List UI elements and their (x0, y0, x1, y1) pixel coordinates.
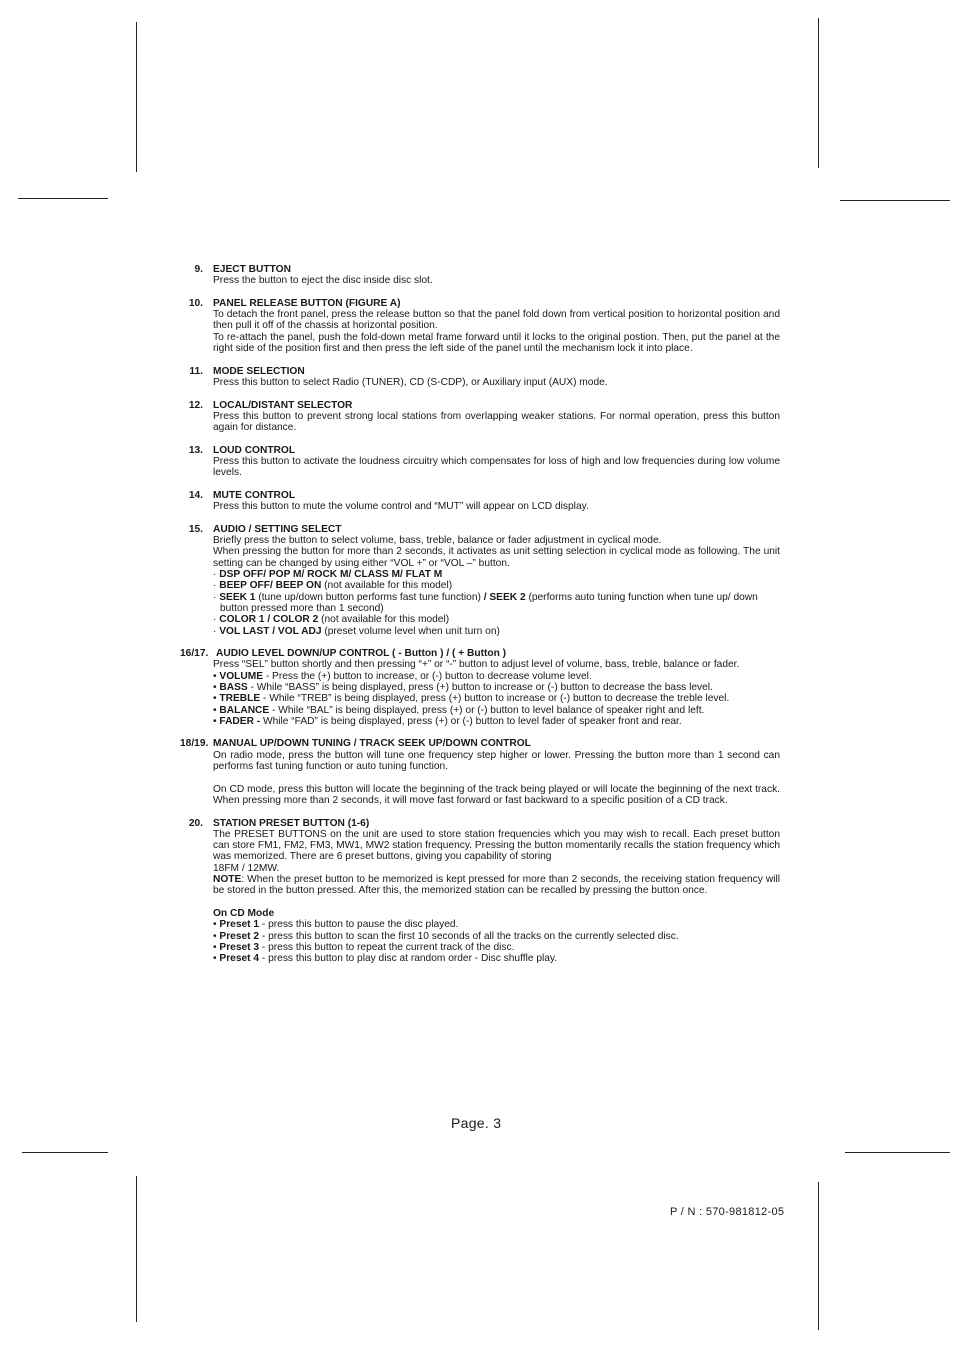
item-number: 20. (188, 817, 203, 829)
bullet-line: • BASS - While “BASS” is being displayed, press (+) button to increase or (-) button to decrease the bass level. (213, 681, 713, 693)
item-eject (180, 264, 780, 287)
bullet-line: • BALANCE - While “BAL” is being displayed, press (+) or (-) button to level balance of speaker right and left. (213, 704, 705, 716)
part-number: P / N : 570-981812-05 (670, 1206, 785, 1218)
item-number: 9. (194, 264, 203, 275)
crop-mark (18, 198, 108, 199)
item-number: 16/17. (180, 648, 209, 660)
item-mute-control (180, 490, 780, 513)
bullet-line: • FADER - While “FAD” is being displayed, press (+) or (-) button to level fader of speaker front and rear. (213, 715, 682, 727)
item-audio-level (180, 648, 780, 727)
crop-mark (136, 22, 137, 172)
item-title: MUTE CONTROL (213, 489, 296, 501)
item-panel-release (180, 298, 780, 354)
item-title: LOCAL/DISTANT SELECTOR (213, 399, 353, 411)
setting-option: · BEEP OFF/ BEEP ON (not available for this model) (213, 580, 453, 592)
item-title: AUDIO LEVEL DOWN/UP CONTROL ( - Button ) / ( + Button ) (216, 648, 507, 660)
item-text: On radio mode, press the button will tune one frequency step higher or lower. Pressing the button more than 1 second can performs fast tuning function or auto tuning function. (213, 749, 780, 773)
item-mode-selection (180, 366, 780, 389)
cd-mode-heading: On CD Mode (213, 907, 275, 919)
page-number: Page. 3 (451, 1115, 502, 1131)
item-title: MODE SELECTION (213, 365, 305, 377)
item-station-preset (180, 818, 780, 965)
item-number: 12. (188, 399, 203, 411)
item-audio-setting (180, 524, 780, 637)
item-title: LOUD CONTROL (213, 444, 296, 456)
setting-option: · DSP OFF/ POP M/ ROCK M/ CLASS M/ FLAT M (213, 569, 443, 581)
item-text: 18FM / 12MW. (213, 862, 280, 874)
item-title: MANUAL UP/DOWN TUNING / TRACK SEEK UP/DOWN CONTROL (213, 738, 531, 750)
item-loud-control (180, 445, 780, 479)
item-text: To detach the front panel, press the release button so that the panel fold down from vertical position to horizontal position and then pull it off of the chassis at horizontal position. (213, 309, 780, 332)
item-number: 14. (188, 489, 203, 501)
item-title: PANEL RELEASE BUTTON (FIGURE A) (213, 297, 401, 309)
crop-mark (845, 1152, 950, 1153)
crop-mark (840, 200, 950, 201)
setting-option: · SEEK 1 (tune up/down button performs fast tune function) / SEEK 2 (performs auto tuning function when tune up/ down button pressed more than 1 second) (213, 591, 758, 614)
setting-option: · COLOR 1 / COLOR 2 (not available for this model) (213, 614, 450, 626)
item-number: 18/19. (180, 738, 209, 750)
item-text: Press “SEL” button shortly and then pressing “+” or “-” button to adjust level of volume, bass, treble, balance or fader. (213, 659, 740, 671)
note-text: NOTE: When the preset button to be memorized is kept pressed for more than 2 seconds, the receiving station frequency will be stored in the button pressed. After this, the memorized station can be recalled by pressing the button once. (213, 874, 780, 897)
crop-mark (22, 1152, 108, 1153)
item-text: When pressing the button for more than 2 seconds, it activates as unit setting selection in cyclical mode as following. The unit setting can be changed by using either “VOL +” or “VOL –” button. (213, 546, 780, 569)
preset-line: • Preset 1 - press this button to pause the disc played. (213, 919, 459, 931)
setting-option: · VOL LAST / VOL ADJ (preset volume level when unit turn on) (213, 625, 500, 637)
preset-line: • Preset 3 - press this button to repeat the current track of the disc. (213, 941, 515, 953)
bullet-line: • TREBLE - While “TREB” is being displayed, press (+) button to increase or (-) button to decrease the treble level. (213, 693, 730, 705)
item-text: Press the button to eject the disc inside disc slot. (213, 275, 433, 287)
crop-mark (818, 18, 819, 168)
item-text: Press this button to prevent strong local stations from overlapping weaker stations. For normal operation, press this button again for distance. (213, 410, 780, 434)
crop-mark (818, 1182, 819, 1330)
bullet-line: • VOLUME - Press the (+) button to increase, or (-) button to decrease volume level. (213, 670, 592, 682)
item-title: STATION PRESET BUTTON (1-6) (213, 817, 370, 829)
item-number: 13. (188, 444, 203, 456)
preset-line: • Preset 4 - press this button to play disc at random order - Disc shuffle play. (213, 953, 558, 965)
item-local-distant (180, 400, 780, 434)
item-title: EJECT BUTTON (213, 264, 291, 275)
item-text: The PRESET BUTTONS on the unit are used to store station frequencies which you may wish to recall. Each preset button can store FM1, FM2, FM3, MW1, MW2 station frequency. Pressing the button momentarily recalls the station frequency which was memorized. There are 6 preset buttons, giving you capability of storing (213, 828, 780, 863)
item-text: Press this button to select Radio (TUNER), CD (S-CDP), or Auxiliary input (AUX) mode. (213, 376, 608, 388)
item-title: AUDIO / SETTING SELECT (213, 523, 342, 535)
item-number: 15. (188, 523, 203, 535)
item-tuning-seek (180, 738, 780, 806)
item-text: On CD mode, press this button will locate the beginning of the track being played or will locate the beginning of the next track. When pressing more than 2 seconds, it will move fast forward or fast backward to a specific position of a CD track. (213, 783, 780, 806)
manual-body (180, 264, 780, 976)
item-number: 11. (189, 365, 203, 377)
item-text: To re-attach the panel, push the fold-down metal frame forward until it locks to the original postion. Then, put the panel at the right side of the position first and then press the left side of the panel until the mechanism lock it into place. (213, 331, 780, 355)
crop-mark (136, 1176, 137, 1322)
item-text: Press this button to mute the volume control and “MUT” will appear on LCD display. (213, 501, 589, 513)
item-text: Press this button to activate the loudness circuitry which compensates for loss of high and low frequencies during low volume levels. (213, 456, 780, 479)
item-text: Briefly press the button to select volume, bass, treble, balance or fader adjustment in cyclical mode. (213, 535, 662, 547)
preset-line: • Preset 2 - press this button to scan the first 10 seconds of all the tracks on the currently selected disc. (213, 930, 679, 942)
item-number: 10. (188, 297, 203, 309)
